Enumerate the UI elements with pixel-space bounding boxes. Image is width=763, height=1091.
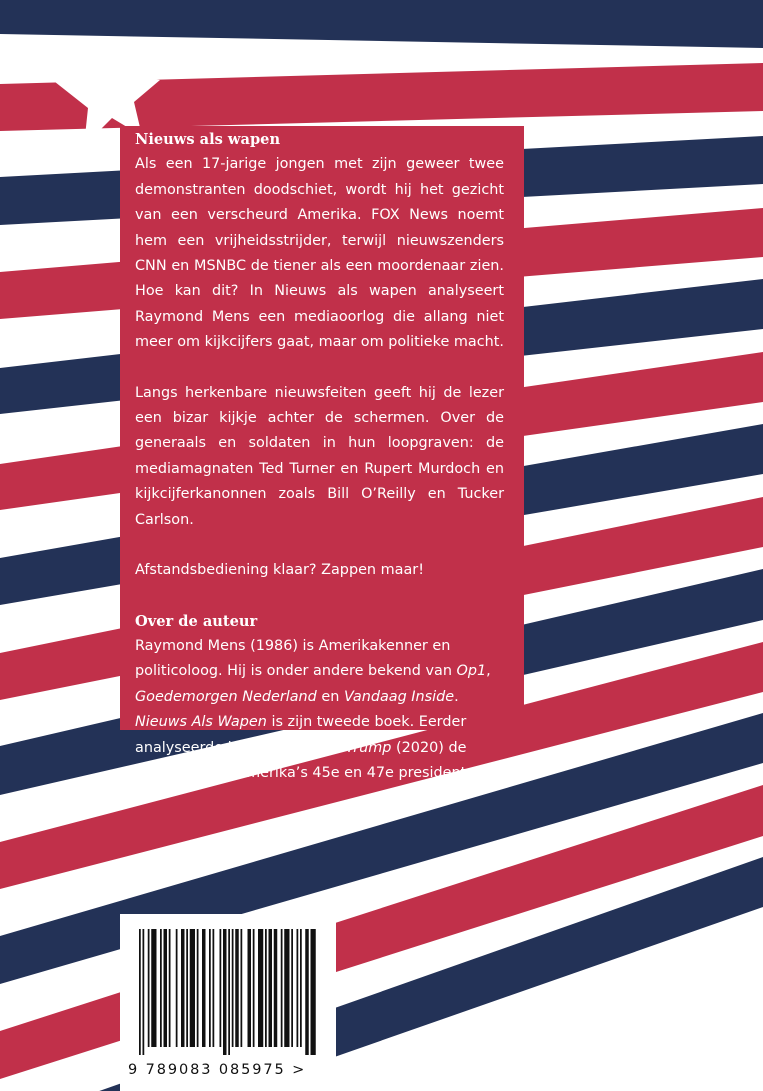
book-title-nieuws-als-wapen: Nieuws Als Wapen — [135, 714, 267, 731]
author-bio: Raymond Mens (1986) is Amerikakenner en politicoloog. Hij is onder andere bekend van Op1, Goedemorgen Nederland en Vandaag Inside. Nieuws Als Wapen is zijn tweede boek. Eerder analyseerde hij in Lang Leve Trump (2020) de trends achter Amerika’s 45e en 47e president. — [135, 637, 491, 781]
blurb-paragraph-1: Als een 17-jarige jongen met zijn geweer twee demonstranten doodschiet, wordt hij het gezicht van een verscheurd Amerika. FOX News noemt hem een vrijheidsstrijder, terwijl nieuwszenders CNN en MSNBC de tiener als een moordenaar zien. Hoe kan dit? In Nieuws als wapen analyseert Raymond Mens een mediaoorlog die allang niet meer om kijkcijfers gaat, maar om politieke macht. — [135, 156, 504, 351]
blurb-paragraph-3: Afstandsbediening klaar? Zappen maar! — [135, 562, 424, 579]
blurb-panel — [120, 126, 524, 781]
blurb-paragraph-2: Langs herkenbare nieuwsfeiten geeft hij de lezer een bizar kijkje achter de schermen. Over de generaals en soldaten in hun loopgraven: de mediamagnaten Ted Turner en Rupert Murdoch en kijkcijferkanonnen zoals Bill O’Reilly en Tucker Carlson. — [135, 384, 504, 528]
barcode-box — [120, 914, 336, 1091]
tv-show-op1: Op1 — [456, 663, 487, 680]
isbn-number: 9 789083 085975 > — [128, 1062, 307, 1078]
blurb-heading: Nieuws als wapen — [135, 131, 281, 148]
author-heading: Over de auteur — [135, 612, 258, 630]
tv-show-vandaag-inside: Vandaag Inside — [343, 688, 455, 705]
barcode — [137, 929, 327, 1057]
book-title-lang-leve-trump: Lang Leve Trump — [267, 739, 392, 756]
tv-show-goedemorgen-nederland: Goedemorgen Nederland — [135, 688, 317, 705]
